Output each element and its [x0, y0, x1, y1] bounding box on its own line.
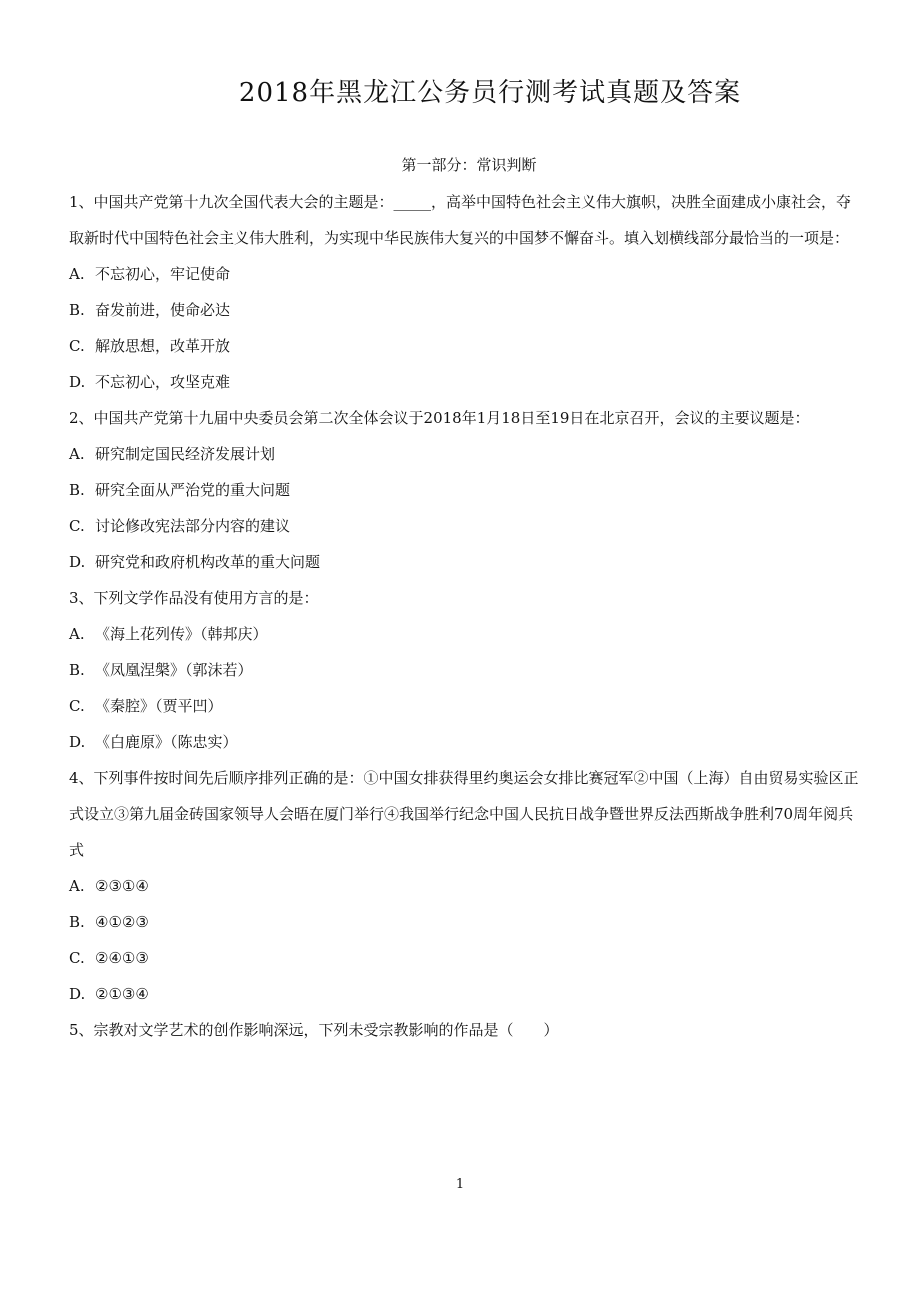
question-list: [69, 184, 859, 1048]
question-text: 3、下列文学作品没有使用方言的是：: [69, 589, 319, 607]
option-letter: B.: [69, 481, 85, 499]
option-letter: B.: [69, 913, 85, 931]
answer-option: [69, 436, 859, 472]
answer-option: [69, 544, 859, 580]
option-letter: A.: [69, 265, 85, 283]
option-letter: D.: [69, 733, 86, 751]
option-text: 《海上花列传》（韩邦庆）: [95, 625, 268, 643]
option-text: ②③①④: [95, 877, 149, 895]
option-letter: C.: [69, 949, 85, 967]
answer-option: [69, 652, 859, 688]
option-text: ②①③④: [95, 985, 149, 1003]
option-text: 解放思想，改革开放: [95, 337, 231, 355]
question-text: 4、下列事件按时间先后顺序排列正确的是：①中国女排获得里约奥运会女排比赛冠军②中国（上海）自由贸易实验区正式设立③第九届金砖国家领导人会晤在厦门举行④我国举行纪念中国人民抗日战争暨世界反法西斯战争胜利70周年阅兵式: [69, 769, 859, 859]
question-text: 2、中国共产党第十九届中央委员会第二次全体会议于2018年1月18日至19日在北京召开，会议的主要议题是：: [69, 409, 810, 427]
option-text: 不忘初心，牢记使命: [95, 265, 231, 283]
answer-option: [69, 292, 859, 328]
option-letter: C.: [69, 337, 85, 355]
option-text: 讨论修改宪法部分内容的建议: [95, 517, 291, 535]
page-number: 1: [455, 1177, 465, 1192]
section-heading: 第一部分：常识判断: [401, 156, 537, 174]
answer-option: [69, 724, 859, 760]
option-text: 《秦腔》（贾平凹）: [95, 697, 223, 715]
option-text: 《凤凰涅槃》（郭沫若）: [95, 661, 253, 679]
answer-option: [69, 256, 859, 292]
option-text: 研究制定国民经济发展计划: [95, 445, 276, 463]
answer-option: [69, 940, 859, 976]
option-text: 奋发前进，使命必达: [95, 301, 231, 319]
document-title: 2018年黑龙江公务员行测考试真题及答案: [238, 78, 742, 108]
option-letter: D.: [69, 985, 86, 1003]
option-letter: C.: [69, 697, 85, 715]
question-text: 1、中国共产党第十九次全国代表大会的主题是：_____，高举中国特色社会主义伟大旗帜，决胜全面建成小康社会，夺取新时代中国特色社会主义伟大胜利，为实现中华民族伟大复兴的中国梦不懈奋斗。填入划横线部分最恰当的一项是：: [69, 193, 852, 247]
option-letter: A.: [69, 445, 85, 463]
option-letter: C.: [69, 517, 85, 535]
option-text: 不忘初心，攻坚克难: [95, 373, 231, 391]
answer-option: [69, 328, 859, 364]
option-text: 研究党和政府机构改革的重大问题: [95, 553, 321, 571]
answer-option: [69, 976, 859, 1012]
option-letter: D.: [69, 373, 86, 391]
answer-option: [69, 688, 859, 724]
answer-option: [69, 364, 859, 400]
answer-option: [69, 472, 859, 508]
option-letter: B.: [69, 301, 85, 319]
option-letter: D.: [69, 553, 86, 571]
option-text: 研究全面从严治党的重大问题: [95, 481, 291, 499]
option-letter: A.: [69, 625, 85, 643]
answer-option: [69, 616, 859, 652]
option-letter: B.: [69, 661, 85, 679]
option-text: 《白鹿原》（陈忠实）: [95, 733, 238, 751]
answer-option: [69, 904, 859, 940]
option-text: ②④①③: [95, 949, 149, 967]
answer-option: [69, 508, 859, 544]
option-letter: A.: [69, 877, 85, 895]
option-text: ④①②③: [95, 913, 149, 931]
answer-option: [69, 868, 859, 904]
question-text: 5、宗教对文学艺术的创作影响深远，下列未受宗教影响的作品是（ ）: [69, 1021, 559, 1039]
